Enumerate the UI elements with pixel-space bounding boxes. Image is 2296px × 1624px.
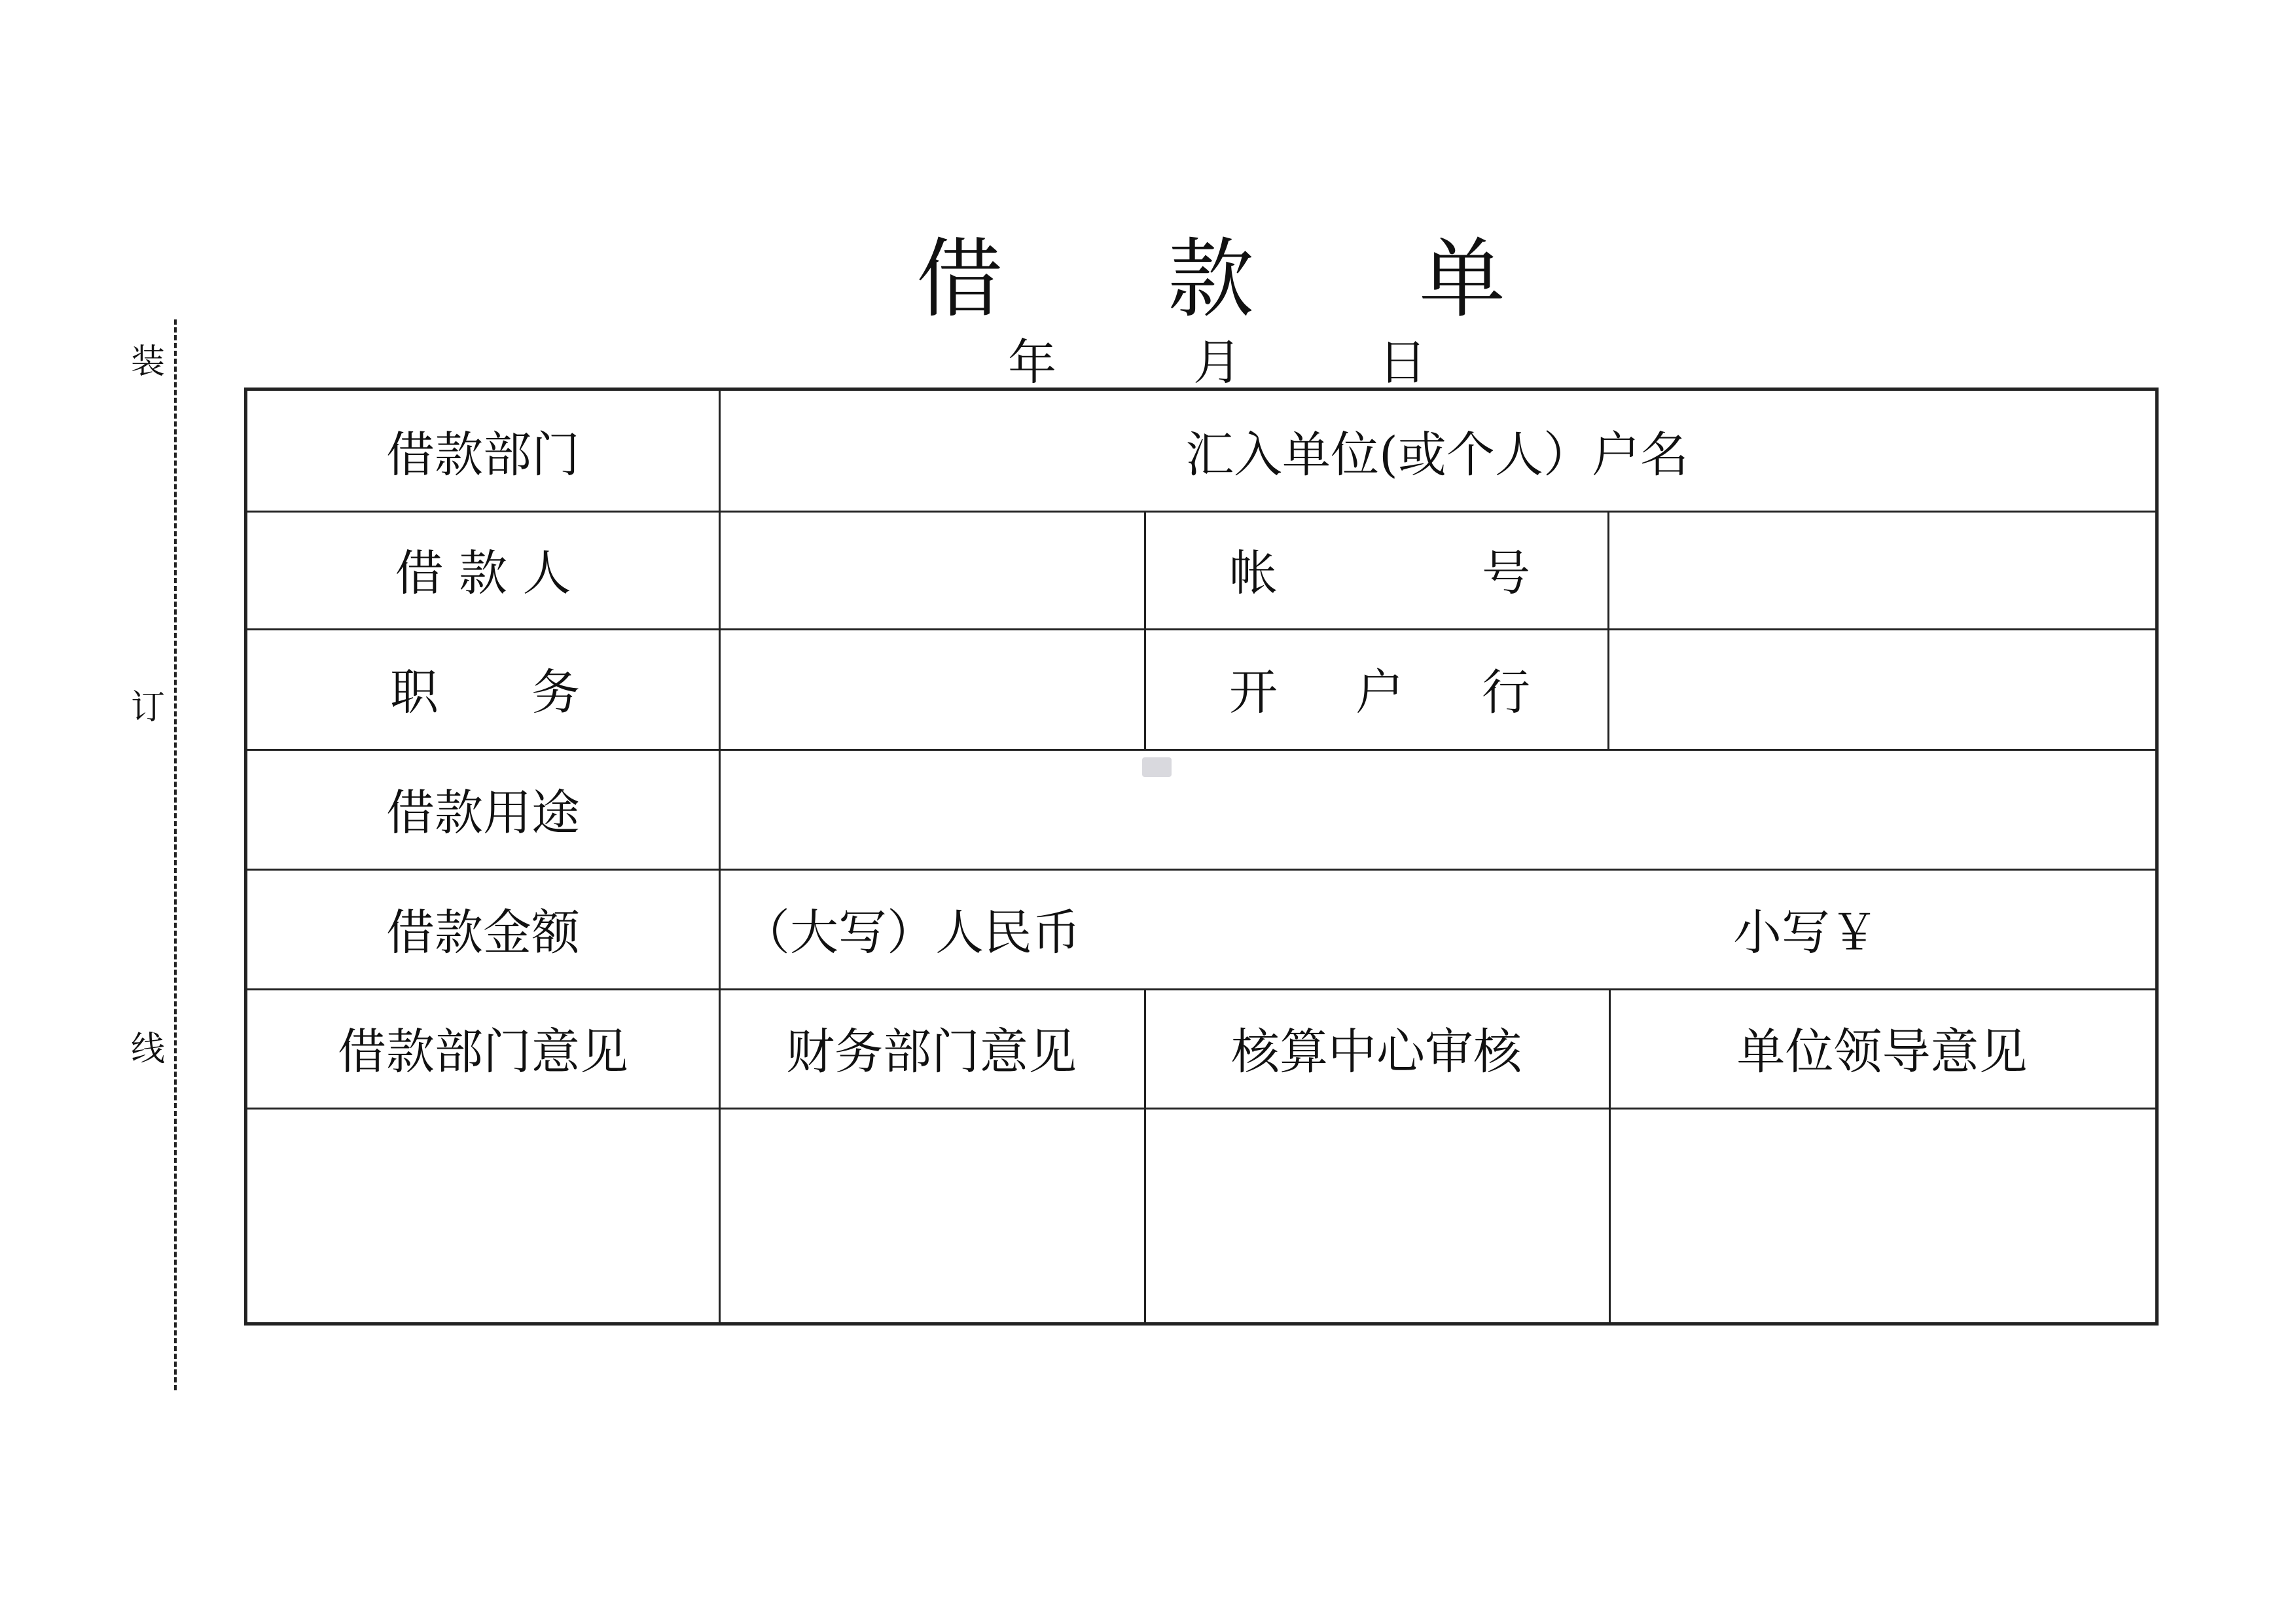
position-label-char: 务 [531,664,580,721]
binding-char: 线 [130,1030,165,1069]
position-label-char: 职 [390,664,439,721]
position-label [390,628,580,749]
dept-label: 借款部门 [386,426,580,483]
finance-opinion-field[interactable] [719,1108,1144,1322]
title-char: 单 [1419,229,1505,330]
purpose-value[interactable] [719,749,2155,869]
bank-label-char: 开 [1229,664,1278,721]
date-month: 月 [1193,334,1242,391]
bank-value[interactable] [1607,628,2155,749]
finance-opinion-label: 财务部门意见 [786,1024,1077,1080]
payee-name-label: 汇入单位(或个人）户名 [1185,426,1689,483]
accounting-review-field[interactable] [1144,1108,1609,1322]
date-year: 年 [1008,334,1056,391]
binding-dashed-line [174,319,177,1390]
lowercase-amount-label: 小写￥ [1733,904,1878,961]
bank-label-char: 行 [1482,664,1530,721]
dept-opinion-field[interactable] [247,1108,719,1322]
col-divider [1144,511,1146,749]
account-label [1229,511,1530,628]
borrower-label: 借 款 人 [395,545,571,602]
uppercase-amount-label: （大写）人民币 [742,904,1081,961]
title-char: 借 [916,229,1003,330]
loan-form-table [244,388,2159,1326]
position-value[interactable] [719,628,1144,749]
borrower-value[interactable] [719,511,1144,628]
account-label-char: 号 [1482,545,1530,602]
amount-label: 借款金额 [386,904,580,961]
purpose-label: 借款用途 [386,784,580,841]
account-value[interactable] [1607,511,2155,628]
leader-opinion-field[interactable] [1609,1108,2155,1322]
title-char: 款 [1168,229,1254,330]
date-day: 日 [1378,334,1427,391]
bank-label [1229,628,1530,749]
leader-opinion-label: 单位领导意见 [1736,1024,2028,1080]
form-title [916,216,1505,330]
dept-opinion-label: 借款部门意见 [338,1024,628,1080]
date-line [1008,326,1427,391]
binding-char: 装 [130,342,165,382]
account-label-char: 帐 [1229,545,1278,602]
accounting-review-label: 核算中心审核 [1231,1024,1522,1080]
binding-char: 订 [130,688,165,727]
bank-label-char: 户 [1355,664,1404,721]
